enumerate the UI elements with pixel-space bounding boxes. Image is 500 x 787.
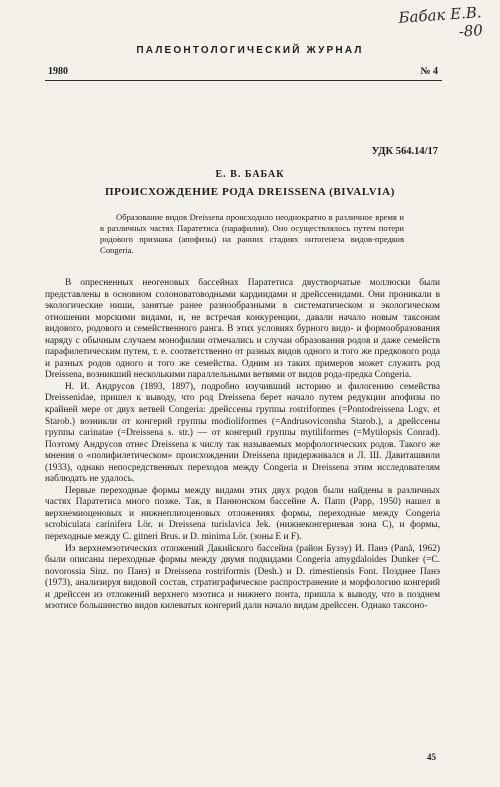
handwritten-note-line: Бабак Е.В. [397, 3, 482, 27]
article-abstract: Образование видов Dreissena происходило неоднократно в различное время и в различных частях Паратетиса (парафилия). Оно осуществлялось путем потери родового признака (апофизы) на ранних стадиях онтогенеза видов-предков Congeria. [100, 212, 404, 255]
handwritten-note-line: -80 [457, 21, 484, 41]
article-author: Е. В. БАБАК [215, 169, 285, 180]
article-body [45, 278, 440, 613]
body-paragraph: Первые переходные формы между видами этих двух родов были найдены в различных частях Паратетиса много позже. Так, в Паннонском бассейне А. Папп (Papp, 1950) нашел в верхнемиоценовых и нижнеплиоценовых отложениях формы, переходные между Congeria scrobiculata carinifera Lör. и Dreissena turislavica Jek. (нижнеконгериевая зона С), и формы, переходные между C. gitneri Brus. и D. minima Lör. (зоны E и F). [45, 485, 440, 543]
body-paragraph: В опресненных неогеновых бассейнах Паратетиса двустворчатые моллюски были представлены в основном солоноватоводными кардиидами и дрейссенидами. Они проникали в экологические ниши, занятые ранее разнообразными в систематическом и экологическом отношении морскими видами, и, не встречая конкуренции, давали начало новым таксонам видового, родового и семейственного ранга. В этих условиях бурного видо- и формообразования наряду с обычным случаем монофилии отмечались и случаи образования родов и даже семейств парафилетическим путем, т. е. соответственно от разных видов одного и того же предкового рода и разных родов одного и того же семейства. Одним из таких примеров может служить род Dreissena, возникший несколькими параллельными ветвями от видов рода-предка Congeria. [45, 278, 440, 381]
body-paragraph: Из верхнемэотических отложений Дакийского бассейна (район Бузэу) И. Панэ (Pană, 1962) были описаны переходные формы между двумя подвидами Congeria amygdaloides Dunker (=C. novorossia Sinz. по Панэ) и Dreissena rostriformis (Desh.) и D. rimestiensis Font. Позднее Панэ (1973), анализируя видовой состав, стратиграфическое распространение и морфологию конгерий и дрейссен из отложений верхнего мэотиса и нижнего понта, пришла к выводу, что в позднем мэотисе большинство видов килеватых конгерий дали начало видам дрейссен. Однако таксоно- [45, 543, 440, 612]
issue-number: № 4 [420, 66, 438, 77]
journal-title: ПАЛЕОНТОЛОГИЧЕСКИЙ ЖУРНАЛ [136, 45, 364, 56]
article-title: ПРОИСХОЖДЕНИЕ РОДА DREISSENA (BIVALVIA) [105, 186, 395, 198]
handwritten-note [398, 3, 484, 45]
body-paragraph: Н. И. Андрусов (1893, 1897), подробно изучивший историю и филогению семейства Dreissenidae, пришел к выводу, что род Dreissena берет начало путем редукции апофизы по крайней мере от двух ветвей Congeria: дрейссены группы rostriformes (=Pontodreissena Logv. et Starob.) возникли от конгерий группы modioliformes (=Andrusoviconsha Starob.), а дрейссены группы carinatae (=Dreissena s. str.) — от конгерий группы mytiliformes (=Mytilopsis Conrad). Поэтому Андрусов отнес Dreissena к числу так называемых морфологических родов. Такого же мнения о «полифилетическом» происхождении Dreissena придерживался и Л. Ш. Давиташвили (1933), однако непосредственных переходов между Congeria и Dreissena этим исследователям наблюдать не удалось. [45, 381, 440, 485]
header-rule [45, 80, 442, 81]
publication-year: 1980 [48, 66, 68, 77]
page-number: 45 [427, 752, 436, 762]
udk-code: УДК 564.14/17 [371, 146, 438, 157]
